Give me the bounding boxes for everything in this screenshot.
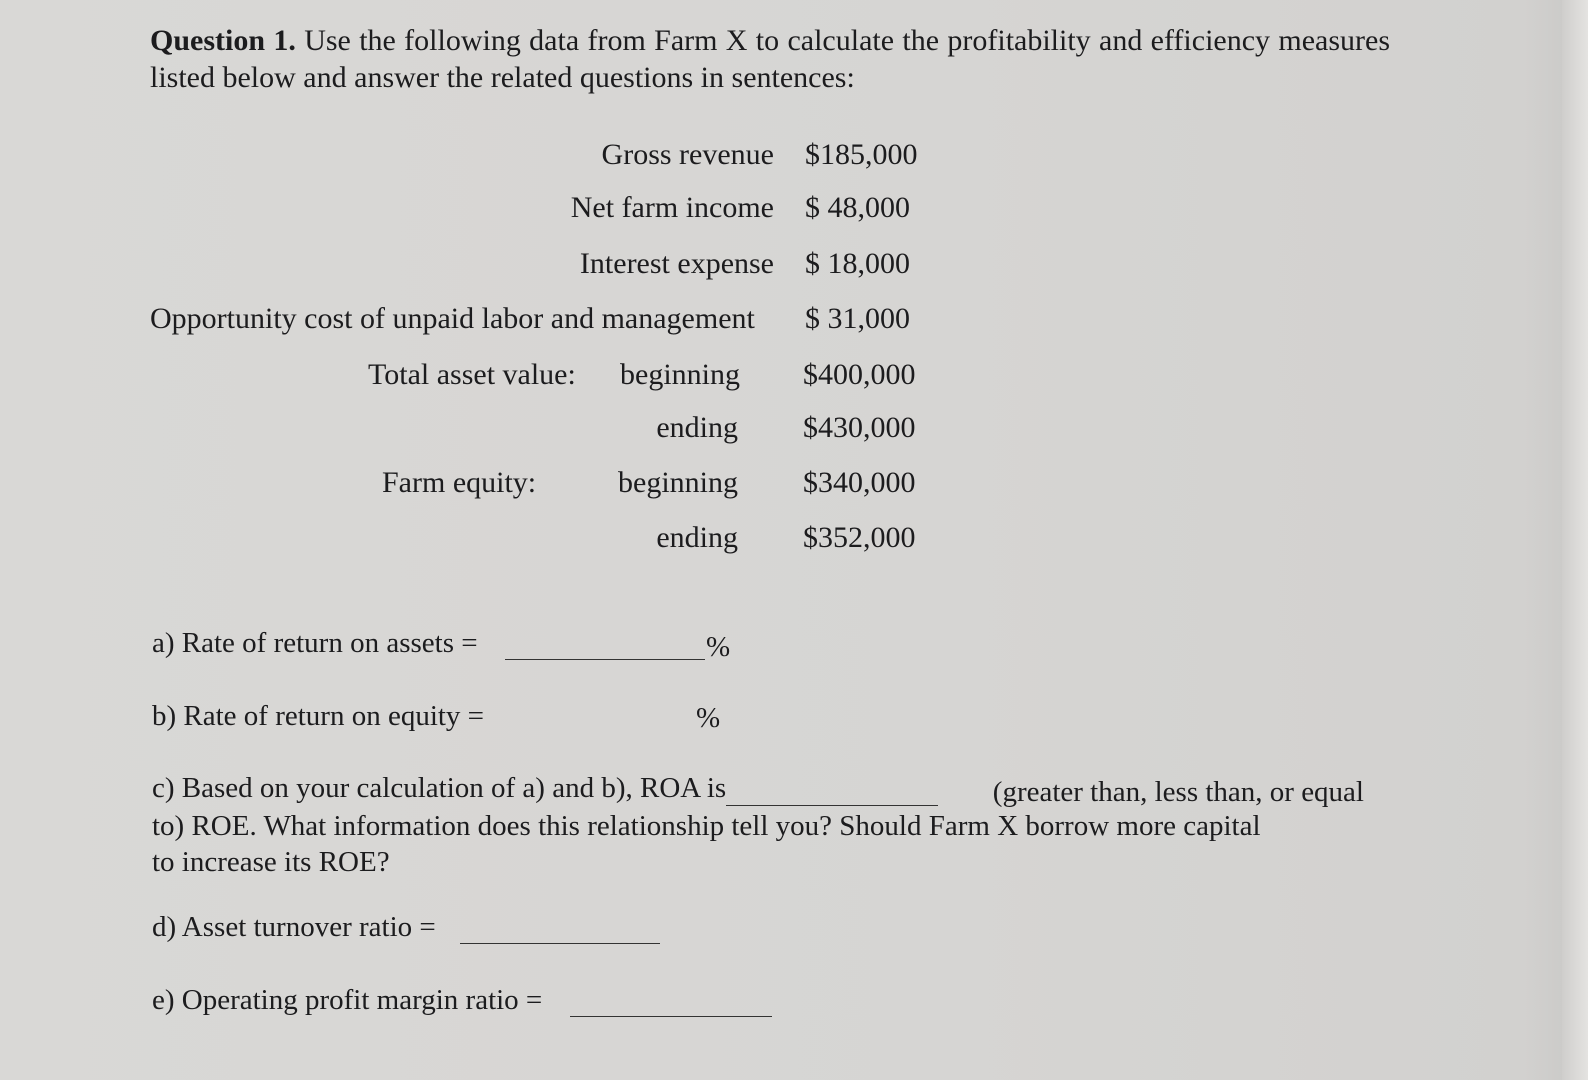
- farm-equity-label: Farm equity:: [382, 466, 537, 499]
- asset-ending-label: ending: [656, 411, 738, 444]
- roe-percent-sign: %: [696, 702, 721, 734]
- question-a-label: a) Rate of return on assets =: [152, 627, 478, 659]
- question-text-line2: measures listed below and answer the related questions in sentences:: [150, 24, 1391, 94]
- question-c-line2: to) ROE. What information does this relationship tell you? Should Farm X borrow more capital: [152, 810, 1261, 842]
- question-c-line1-end: (greater than, less than, or equal: [992, 776, 1364, 808]
- gross-revenue-label: Gross revenue: [601, 138, 774, 171]
- question-intro: [150, 22, 1390, 96]
- question-e-label: e) Operating profit margin ratio =: [152, 984, 543, 1016]
- question-c-line3: to increase its ROE?: [152, 846, 390, 878]
- question-text-line1: Use the following data from Farm X to calculate the profitability and efficiency: [304, 24, 1271, 57]
- equity-beginning-value: $340,000: [803, 466, 916, 499]
- question-c-paragraph: [152, 770, 1364, 880]
- opportunity-cost-value: $ 31,000: [805, 302, 910, 335]
- interest-expense-value: $ 18,000: [805, 247, 910, 280]
- question-b-label: b) Rate of return on equity =: [152, 700, 485, 732]
- roa-vs-roe-blank[interactable]: [726, 775, 938, 806]
- asset-ending-value: $430,000: [803, 411, 916, 444]
- net-farm-income-label: Net farm income: [570, 191, 774, 224]
- asset-beginning-value: $400,000: [803, 358, 916, 391]
- interest-expense-label: Interest expense: [579, 247, 774, 280]
- equity-ending-label: ending: [656, 521, 738, 554]
- page-edge: [1562, 0, 1588, 1080]
- opportunity-cost-label: Opportunity cost of unpaid labor and management: [150, 302, 755, 335]
- asset-turnover-answer-blank[interactable]: [460, 943, 660, 944]
- question-number: Question 1.: [150, 24, 296, 57]
- question-d-label: d) Asset turnover ratio =: [152, 911, 436, 943]
- total-asset-label: Total asset value:: [368, 358, 576, 391]
- operating-margin-answer-blank[interactable]: [570, 1016, 772, 1017]
- equity-ending-value: $352,000: [803, 521, 916, 554]
- question-c-line1-start: c) Based on your calculation of a) and b), ROA is: [152, 772, 727, 804]
- roa-percent-sign: %: [706, 631, 731, 663]
- roa-answer-blank[interactable]: [505, 659, 705, 660]
- question-c-line1: [152, 770, 1364, 806]
- gross-revenue-value: $185,000: [805, 138, 918, 171]
- equity-beginning-label: beginning: [618, 466, 738, 499]
- asset-beginning-label: beginning: [620, 358, 740, 391]
- net-farm-income-value: $ 48,000: [805, 191, 910, 224]
